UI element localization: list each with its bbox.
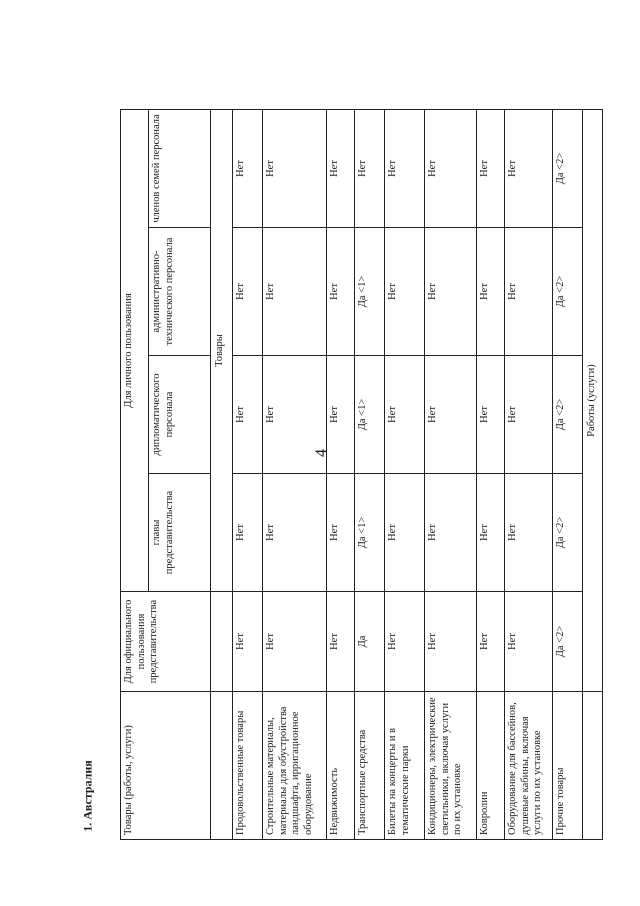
row-value-cell: Нет	[505, 474, 553, 592]
group-goods-label: Товары	[211, 110, 233, 592]
table-body	[233, 110, 583, 840]
row-value-cell: Нет	[385, 110, 425, 228]
row-value-cell: Нет	[477, 356, 505, 474]
row-item-name: Транспортные средства	[355, 692, 385, 840]
row-value-cell: Нет	[477, 592, 505, 692]
row-value-cell: Да	[355, 592, 385, 692]
row-value-cell: Нет	[477, 110, 505, 228]
row-value-cell: Да <2>	[553, 474, 583, 592]
group-works-label: Работы (услуги)	[583, 110, 603, 692]
page-number: 4	[313, 449, 330, 457]
row-value-cell: Нет	[505, 592, 553, 692]
row-item-name: Прочие товары	[553, 692, 583, 840]
row-value-cell: Нет	[327, 474, 355, 592]
row-value-cell: Нет	[263, 474, 327, 592]
row-item-name: Ковролин	[477, 692, 505, 840]
row-value-cell: Нет	[425, 228, 477, 356]
row-value-cell: Нет	[385, 474, 425, 592]
header-head-of-mission: главы представительства	[149, 474, 211, 592]
row-value-cell: Да <2>	[553, 228, 583, 356]
row-value-cell: Нет	[385, 356, 425, 474]
row-value-cell: Да <2>	[553, 592, 583, 692]
table-row	[553, 110, 583, 840]
row-value-cell: Да <1>	[355, 356, 385, 474]
row-value-cell: Нет	[355, 110, 385, 228]
table-row	[263, 110, 327, 840]
row-value-cell: Нет	[263, 592, 327, 692]
header-personal-use: Для личного пользования	[121, 110, 149, 592]
country-goods-table	[120, 109, 603, 840]
row-value-cell: Нет	[327, 356, 355, 474]
row-value-cell: Нет	[263, 356, 327, 474]
row-value-cell: Нет	[327, 592, 355, 692]
row-value-cell: Да <2>	[553, 356, 583, 474]
header-diplomatic-staff: дипломатического персонала	[149, 356, 211, 474]
row-value-cell: Да <1>	[355, 228, 385, 356]
row-item-name: Недвижимость	[327, 692, 355, 840]
table-row	[425, 110, 477, 840]
row-value-cell: Нет	[425, 110, 477, 228]
rotated-table-container	[120, 110, 597, 840]
row-value-cell: Нет	[233, 356, 263, 474]
row-item-name: Кондиционеры, электрические светильники, включая услуги по их установке	[425, 692, 477, 840]
row-item-name: Билеты на концерты и в тематические парки	[385, 692, 425, 840]
table-row	[327, 110, 355, 840]
row-value-cell: Нет	[233, 474, 263, 592]
section-title: 1. Австралия	[80, 760, 95, 832]
header-goods: Товары (работы, услуги)	[121, 692, 211, 840]
row-value-cell: Нет	[477, 474, 505, 592]
row-value-cell: Нет	[233, 592, 263, 692]
row-value-cell: Да <1>	[355, 474, 385, 592]
table-row	[233, 110, 263, 840]
row-item-name: Строительные материалы, материалы для обустройства ландшафта, ирригационное оборудование	[263, 692, 327, 840]
table-row	[355, 110, 385, 840]
row-value-cell: Нет	[505, 228, 553, 356]
header-family-members: членов семей персонала	[149, 110, 211, 228]
table-row	[477, 110, 505, 840]
row-item-name: Продовольственные товары	[233, 692, 263, 840]
row-value-cell: Нет	[327, 110, 355, 228]
table-row	[505, 110, 553, 840]
row-value-cell: Нет	[425, 356, 477, 474]
row-value-cell: Нет	[327, 228, 355, 356]
row-value-cell: Нет	[385, 228, 425, 356]
row-value-cell: Нет	[477, 228, 505, 356]
header-official-use: Для официального пользования представительства	[121, 592, 211, 692]
row-value-cell: Нет	[385, 592, 425, 692]
row-value-cell: Нет	[233, 110, 263, 228]
row-value-cell: Нет	[505, 110, 553, 228]
row-value-cell: Нет	[263, 228, 327, 356]
row-value-cell: Нет	[505, 356, 553, 474]
row-value-cell: Да <2>	[553, 110, 583, 228]
row-value-cell: Нет	[425, 474, 477, 592]
header-admin-tech-staff: административно-технического персонала	[149, 228, 211, 356]
row-value-cell: Нет	[263, 110, 327, 228]
row-item-name: Оборудование для бассейнов, душевые кабины, включая услуги по их установке	[505, 692, 553, 840]
row-value-cell: Нет	[233, 228, 263, 356]
row-value-cell: Нет	[425, 592, 477, 692]
table-row	[385, 110, 425, 840]
